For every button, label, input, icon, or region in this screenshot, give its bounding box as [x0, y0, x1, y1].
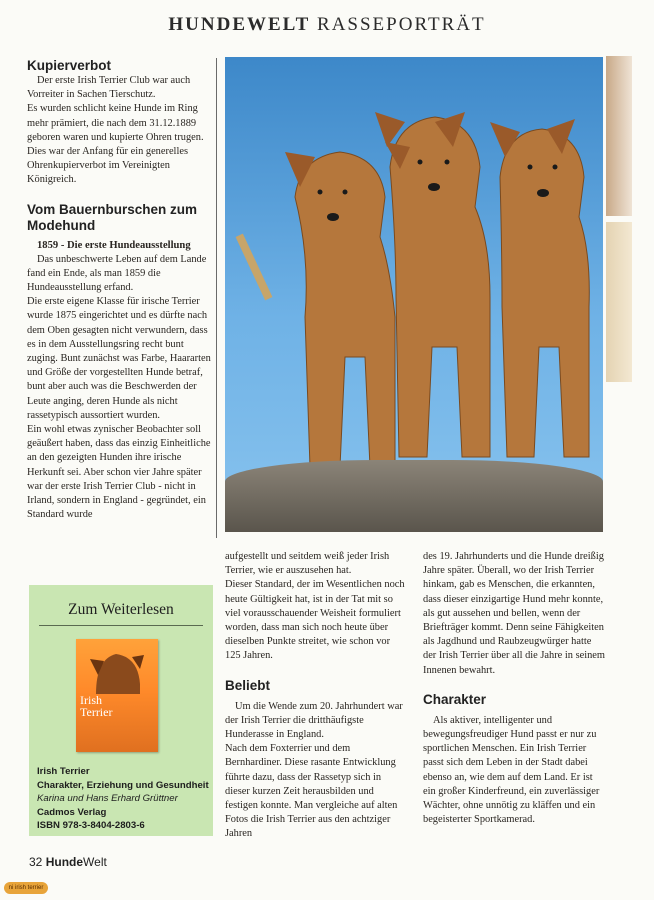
- column-divider: [216, 58, 217, 538]
- side-photo-bottom: [606, 222, 632, 382]
- further-reading-box: [29, 585, 213, 836]
- section-title-charakter: Charakter: [423, 691, 487, 707]
- page-footer: [29, 855, 107, 869]
- page-header: [0, 14, 654, 36]
- section-title-modehund: Vom Bauernburschen zum Modehund: [27, 201, 198, 233]
- dog-head-icon: [76, 639, 158, 699]
- paragraph: Es wurden schlicht keine Hunde im Ring mehr prämiert, die nach dem 31.12.1889 geboren waren und kupierte Ohren trugen.: [27, 103, 204, 143]
- section-title-kupierverbot: Kupierverbot: [27, 58, 112, 73]
- book-title-line1: Irish: [80, 693, 102, 707]
- paragraph: aufgestellt und seitdem weiß jeder Irish Terrier, wie er auszusehen hat.: [225, 551, 390, 577]
- header-bold: HUNDEWELT: [168, 14, 311, 35]
- middle-column: [225, 550, 408, 842]
- paragraph: Als aktiver, intelligenter und bewegungsfreudiger Hund passt er nur zu sportlichen Menschen. Ein Irish Terrier passt sich dem Leben in der Stadt dabei ebenso an, wie dem auf dem Land. Er ist ein großer Kinderfreund, ein zuverlässiger Wächter, ohne unnötig zu kläffen und ein begeisterter Sportkamerad.: [423, 714, 600, 826]
- paragraph: Dies war der Anfang für ein generelles Ohrenkupierverbot im Vereinigten Königreich.: [27, 146, 188, 186]
- rock-ground: [225, 460, 603, 532]
- paragraph: Um die Wende zum 20. Jahrhundert war der Irish Terrier die dritthäufigste Hunderasse in England.: [225, 700, 403, 741]
- side-photo-top: [606, 56, 632, 216]
- paragraph: Die erste eigene Klasse für irische Terrier wurde 1875 eingerichtet und es dürfte nach dem Oben gesagten nicht verwundern, dass es in dem Ausstellungsring recht bunt zuging. Bunt zunächst was Farbe, Haararten und Größe der vorgestellten Hunde betraf, bunt aber auch was die Beschwerden der Leute anging, deren Hunde als nicht rassetypisch aussortiert wurden.: [27, 296, 211, 421]
- magazine-name-bold: Hunde: [45, 855, 84, 869]
- page-number: 32: [29, 855, 43, 869]
- book-title: Irish Terrier: [37, 766, 90, 777]
- book-publisher: Cadmos Verlag: [37, 806, 107, 818]
- header-rest: RASSEPORTRÄT: [317, 14, 486, 35]
- box-title: Zum Weiterlesen: [68, 601, 174, 618]
- paragraph: Dieser Standard, der im Wesentlichen noch heute Gültigkeit hat, ist in der Tat mit so viel vorausschauender Weisheit formuliert worden, dass man sich noch heute über dieselben Punkte streitet, wie schon vor 125 Jahren.: [225, 579, 405, 662]
- box-divider: [39, 625, 203, 626]
- watermark-stamp: ni irish terrier: [4, 882, 48, 894]
- magazine-name-rest: Welt: [83, 855, 107, 869]
- book-authors: Karina und Hans Erhard Grüttner: [37, 793, 178, 804]
- book-cover: [76, 639, 158, 752]
- paragraph: des 19. Jahrhunderts und die Hunde dreißig Jahre später. Überall, wo der Irish Terrier hinkam, gab es Menschen, die erkannten, dass dieser einzigartige Hund mehr konnte, als gut aussehen und bellen, wenn der Briefträger kommt. Denn seine Fähigkeiten als Jagdhund und Raubzeugwürger hatte der Irish Terrier über all die Jahre in seinem Innenen bewahrt.: [423, 551, 605, 676]
- book-details: [37, 765, 209, 833]
- book-subtitle: Charakter, Erziehung und Gesundheit: [37, 779, 209, 791]
- book-isbn: ISBN 978-3-8404-2803-6: [37, 820, 145, 831]
- paragraph: Das unbeschwerte Leben auf dem Lande fand ein Ende, als man 1859 die Hundeausstellung erfand.: [27, 253, 207, 294]
- section-title-beliebt: Beliebt: [225, 677, 271, 693]
- left-column: [27, 58, 211, 522]
- paragraph: Der erste Irish Terrier Club war auch Vorreiter in Sachen Tierschutz.: [27, 75, 191, 101]
- right-column: [423, 550, 605, 827]
- book-title-line2: Terrier: [80, 705, 113, 719]
- subheading-1859: 1859 - Die erste Hundeausstellung: [37, 239, 191, 251]
- terriers-photo: [225, 57, 603, 532]
- paragraph: Nach dem Foxterrier und dem Bernhardiner. Diese rasante Entwicklung führte dazu, dass der Rassetyp sich in dieser kurzen Zeit herausbilden und festigen konnte. Man vergleiche auf alten Fotos die Irish Terrier aus den achtziger Jahren: [225, 743, 398, 840]
- paragraph: Ein wohl etwas zynischer Beobachter soll geäußert haben, dass das einzig Einheitliche an den gezeigten Hunden ihre irische Herkunft sei. Aber schon vier Jahre später war der erste Irish Terrier Club - nicht in Irland, sondern in England - gegründet, ein Standard wurde: [27, 424, 211, 521]
